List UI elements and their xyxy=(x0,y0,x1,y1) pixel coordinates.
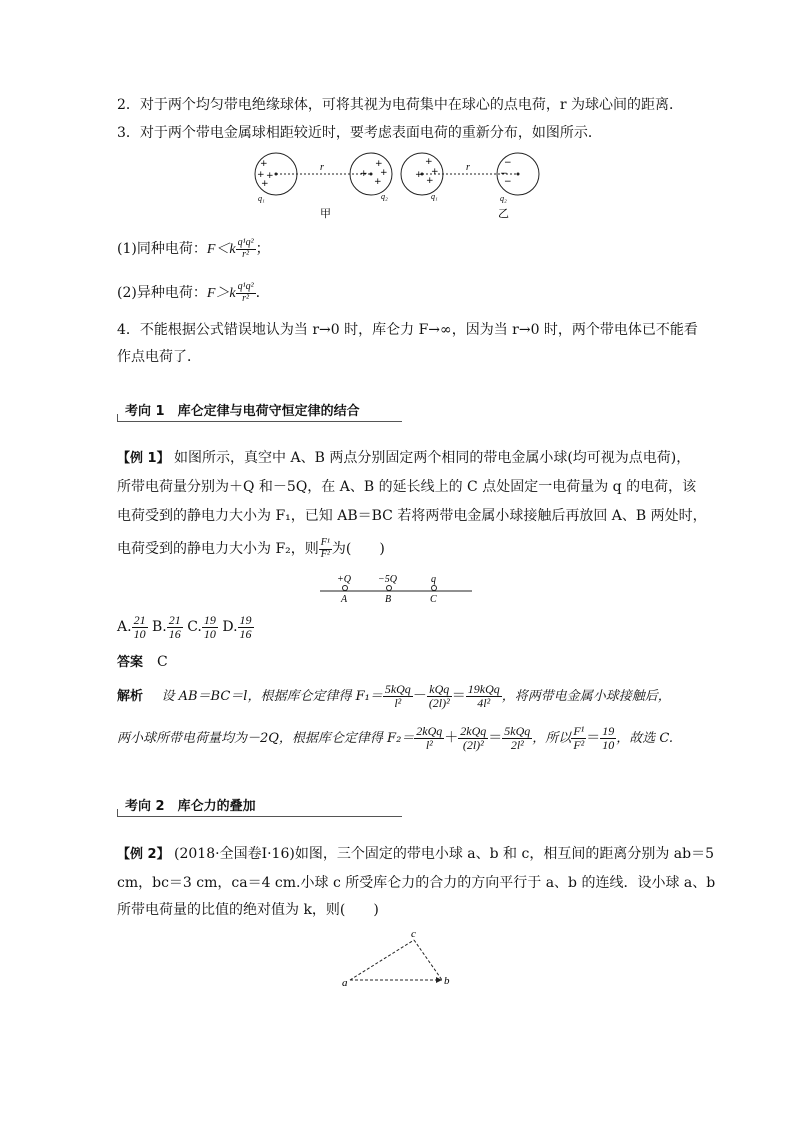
label-b: B xyxy=(385,594,392,605)
q1-label-right: q₁ xyxy=(431,192,438,201)
option-a: A. $\frac{21}{10}$ xyxy=(117,613,146,641)
q2-label-left: q₂ xyxy=(381,192,388,201)
f-lt-k: F＜k xyxy=(206,242,236,257)
svg-text:+: + xyxy=(426,176,434,186)
analysis-label: 解析 xyxy=(117,689,144,705)
point-2: 2．对于两个均匀带电绝缘球体，可将其视为电荷集中在球心的点电荷，r 为球心间的距离． xyxy=(117,97,684,113)
label-plus-q: +Q xyxy=(337,574,351,585)
example1-options xyxy=(117,614,254,640)
example1-tag: 【例 1】 xyxy=(117,451,170,466)
svg-text:+: + xyxy=(261,179,269,189)
example1-solution-line2: 两小球所带电荷量均为－2Q，根据库仑定律得 F₂＝ $\frac{\text{2kQq}}{\text{l²}}$ ＋ $\frac{\text{2kQq}}{\text{(2l)²}}$ ＝ $\frac{\text{5kQq}}{\text{2l²}}$ ，所以 $\frac{\text{F¹}}{\text{F²}}$ ＝ $\frac{19}{10}$ ，故选 C. xyxy=(117,724,673,752)
f1-over-f2: $\frac{\text{F¹}}{\text{F²}}$ xyxy=(320,537,330,560)
svg-text:+: + xyxy=(380,168,388,178)
example1-solution-line1: 解析 设 AB＝BC＝l，根据库仑定律得 F₁＝ $\frac{\text{5kQq}}{\text{l²}}$ － $\frac{\text{kQq}}{\text{(2l)²}}$ ＝ $\frac{\text{19kQq}}{\text{4l²}}$ ，将两带电金属小球接触后， xyxy=(117,682,671,710)
svg-text:+: + xyxy=(257,170,265,180)
spheres-figure xyxy=(250,150,550,225)
section-heading-1: 考向 1 库仑定律与电荷守恒定律的结合 xyxy=(117,400,402,420)
example2-line2: cm，bc＝3 cm，ca＝4 cm.小球 c 所受库仑力的合力的方向平行于 a、b 的连线．设小球 a、b xyxy=(117,875,716,891)
svg-text:−: − xyxy=(504,177,512,187)
example1-line4: 电荷受到的静电力大小为 F₂，则 $\frac{\text{F¹}}{\text{F²}}$ 为( ) xyxy=(117,537,385,560)
example2-tag: 【例 2】 xyxy=(117,847,170,862)
same-charge-label: (1)同种电荷： xyxy=(117,241,207,257)
svg-text:−: − xyxy=(500,169,508,179)
same-charge-line: (1)同种电荷：F＜k $\frac{\text{q¹q²}}{\text{r²}}$ ； xyxy=(117,237,270,260)
svg-text:−: − xyxy=(504,158,512,168)
triangle-figure xyxy=(338,928,458,992)
example1-line2: 所带电荷量分别为＋Q 和－5Q，在 A、B 的延长线上的 C 点处固定一电荷量为 q 的电荷，该 xyxy=(117,479,697,495)
svg-text:+: + xyxy=(375,159,383,169)
svg-text:+: + xyxy=(360,169,368,179)
section-heading-2: 考向 2 库仑力的叠加 xyxy=(117,795,402,815)
option-b: B. $\frac{21}{16}$ xyxy=(152,613,181,641)
opposite-charge-line: (2)异种电荷：F＞k $\frac{\text{q¹q²}}{\text{r²}}$ . xyxy=(117,281,261,304)
point-4-line1: 4．不能根据公式错误地认为当 r→0 时，库仑力 F→∞，因为当 r→0 时，两个带电体已不能看 xyxy=(117,322,698,338)
label-jia: 甲 xyxy=(320,207,331,220)
charge-axis-figure xyxy=(320,570,475,606)
example2-line3: 所带电荷量的比值的绝对值为 k，则( ) xyxy=(117,902,379,918)
option-c: C. $\frac{19}{10}$ xyxy=(187,613,216,641)
label-q: q xyxy=(431,574,436,585)
q1q2-over-r2: $\frac{\text{q¹q²}}{\text{r²}}$ xyxy=(237,237,254,260)
vertex-c: c xyxy=(411,928,416,940)
opposite-charge-label: (2)异种电荷： xyxy=(117,285,207,301)
svg-text:+: + xyxy=(431,167,439,177)
svg-text:+: + xyxy=(425,157,433,167)
q2-label-right: q₂ xyxy=(500,194,507,203)
option-d: D. $\frac{19}{16}$ xyxy=(222,613,252,641)
label-yi: 乙 xyxy=(498,207,509,220)
f-gt-k: F＞k xyxy=(206,286,236,301)
example2-line1: 【例 2】 (2018·全国卷Ⅰ·16)如图，三个固定的带电小球 a、b 和 c，相互间的距离分别为 ab＝5 xyxy=(117,846,714,862)
vertex-a: a xyxy=(342,977,348,989)
label-minus-5q: −5Q xyxy=(378,574,397,585)
svg-text:+: + xyxy=(374,177,382,187)
point-3: 3．对于两个带电金属球相距较近时，要考虑表面电荷的重新分布，如图所示． xyxy=(117,125,602,141)
svg-text:+: + xyxy=(266,171,274,181)
r-label-left: r xyxy=(320,162,324,173)
example1-line1: 【例 1】 如图所示，真空中 A、B 两点分别固定两个相同的带电金属小球(均可视为点电荷)， xyxy=(117,450,691,466)
point-4-line2: 作点电荷了． xyxy=(117,349,201,365)
q1-label-left: q₁ xyxy=(258,194,265,203)
r-label-right: r xyxy=(466,162,470,173)
label-c: C xyxy=(430,594,437,605)
example1-line3: 电荷受到的静电力大小为 F₁，已知 AB＝BC 若将两带电金属小球接触后再放回 A、B 两处时， xyxy=(117,508,707,524)
example1-answer: 答案 C xyxy=(117,654,168,670)
svg-text:+: + xyxy=(415,170,423,180)
svg-text:+: + xyxy=(260,159,268,169)
label-a: A xyxy=(341,594,348,605)
vertex-b: b xyxy=(444,975,450,987)
q1q2-over-r2-b: $\frac{\text{q¹q²}}{\text{r²}}$ xyxy=(237,281,254,304)
